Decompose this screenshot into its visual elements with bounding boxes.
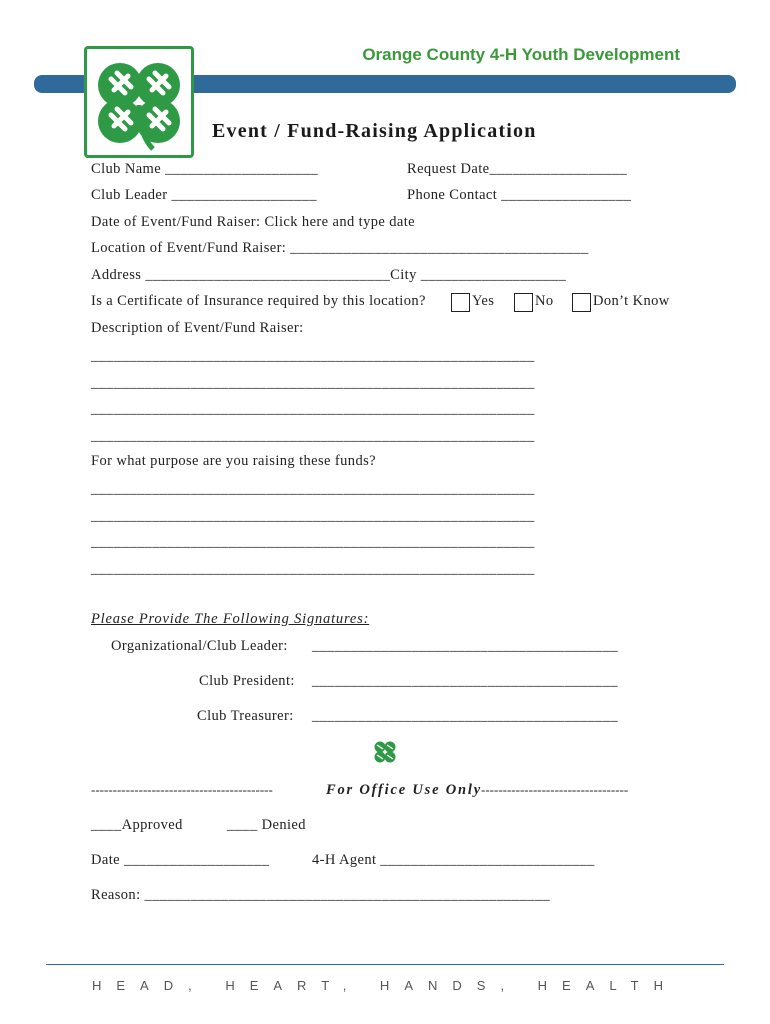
description-line[interactable]: __________________________________________________________ xyxy=(91,401,535,417)
purpose-label: For what purpose are you raising these funds? xyxy=(91,453,376,469)
president-label: Club President: xyxy=(199,673,295,689)
insurance-no-label: No xyxy=(535,293,554,309)
denied-field[interactable]: ____ Denied xyxy=(227,817,306,833)
signatures-heading: Please Provide The Following Signatures: xyxy=(91,611,370,627)
club-leader-field[interactable]: Club Leader ___________________ xyxy=(91,187,317,203)
event-location-field[interactable]: Location of Event/Fund Raiser: _______________________________________ xyxy=(91,240,589,256)
org-leader-signature-line[interactable]: ________________________________________ xyxy=(312,638,618,654)
event-date-field[interactable]: Date of Event/Fund Raiser: Click here and type date xyxy=(91,214,416,230)
president-signature-line[interactable]: ________________________________________ xyxy=(312,673,618,689)
insurance-no-checkbox[interactable] xyxy=(514,293,533,312)
organization-title: Orange County 4-H Youth Development xyxy=(362,45,680,64)
org-leader-label: Organizational/Club Leader: xyxy=(111,638,288,654)
purpose-line[interactable]: __________________________________________________________ xyxy=(91,561,535,577)
phone-contact-field[interactable]: Phone Contact _________________ xyxy=(407,187,632,203)
four-leaf-clover-icon xyxy=(87,49,191,155)
treasurer-label: Club Treasurer: xyxy=(197,708,294,724)
purpose-line[interactable]: __________________________________________________________ xyxy=(91,534,535,550)
purpose-line[interactable]: __________________________________________________________ xyxy=(91,508,535,524)
reason-field[interactable]: Reason: _____________________________________________________ xyxy=(91,887,550,903)
description-line[interactable]: __________________________________________________________ xyxy=(91,348,535,364)
footer-motto: HEAD, HEART, HANDS, HEALTH xyxy=(91,978,678,993)
footer-rule xyxy=(46,964,724,965)
agent-field[interactable]: 4-H Agent ____________________________ xyxy=(312,852,595,868)
description-line[interactable]: __________________________________________________________ xyxy=(91,375,535,391)
insurance-question: Is a Certificate of Insurance required by this location? xyxy=(91,293,426,309)
purpose-line[interactable]: __________________________________________________________ xyxy=(91,481,535,497)
description-line[interactable]: __________________________________________________________ xyxy=(91,428,535,444)
description-label: Description of Event/Fund Raiser: xyxy=(91,320,304,336)
office-divider-left: ------------------------------------------ xyxy=(91,782,273,797)
approved-field[interactable]: ____Approved xyxy=(91,817,183,833)
insurance-yes-checkbox[interactable] xyxy=(451,293,470,312)
office-divider-right: ---------------------------------- xyxy=(481,782,629,797)
club-name-field[interactable]: Club Name ____________________ xyxy=(91,161,319,177)
insurance-yes-label: Yes xyxy=(472,293,495,309)
insurance-dont-know-label: Don’t Know xyxy=(593,293,670,309)
document-title: Event / Fund-Raising Application xyxy=(212,120,537,142)
clover-icon xyxy=(373,740,397,766)
office-date-field[interactable]: Date ___________________ xyxy=(91,852,270,868)
address-city-field[interactable]: Address ________________________________City ___________________ xyxy=(91,267,567,283)
request-date-field[interactable]: Request Date__________________ xyxy=(407,161,628,177)
office-use-heading: For Office Use Only xyxy=(326,782,482,798)
4h-logo xyxy=(84,46,194,158)
treasurer-signature-line[interactable]: ________________________________________ xyxy=(312,708,618,724)
insurance-dont-know-checkbox[interactable] xyxy=(572,293,591,312)
